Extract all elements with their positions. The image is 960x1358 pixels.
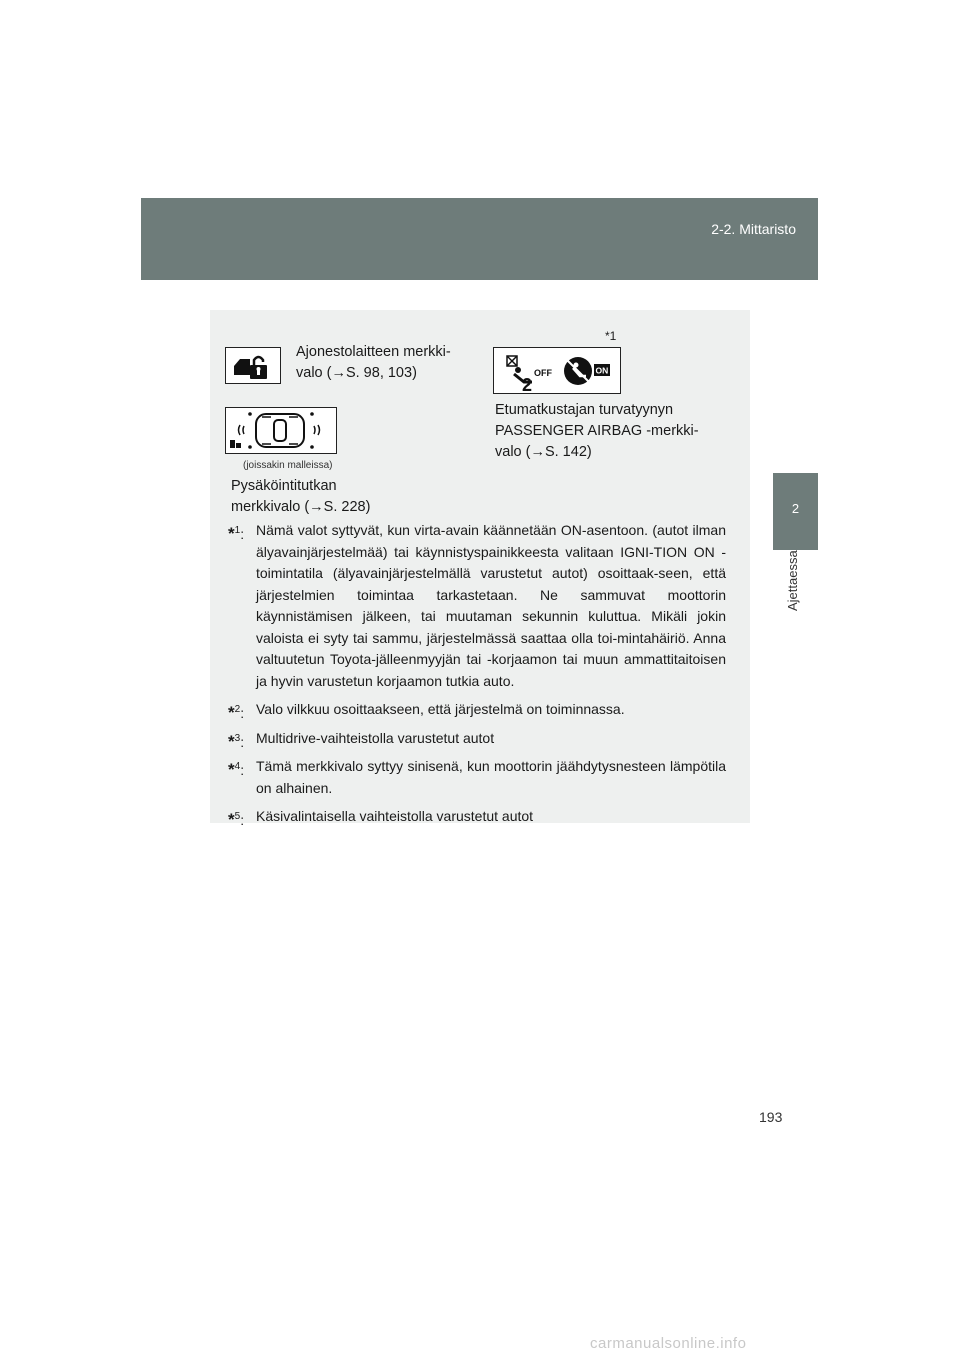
car-lock-icon [226, 348, 280, 383]
footnote-4: *$^4$: Tämä merkkivalo syttyy sinisenä, kun moottorin jäähdytysnesteen lämpötila on alhainen. [228, 758, 726, 796]
airbag-label: Etumatkustajan turvatyynyn PASSENGER AIRBAG -merkki- valo (→S. 142) [495, 402, 699, 460]
airbag-footnote-marker: *1 [605, 329, 617, 343]
watermark: carmanualsonline.info [590, 1335, 747, 1352]
chapter-label: Ajettaessa [785, 550, 800, 611]
indicator-box [210, 310, 750, 829]
page-number: 193 [759, 1109, 783, 1125]
header-band [141, 198, 818, 280]
parking-sensor-note: (joissakin malleissa) [243, 460, 333, 471]
airbag-off-on-icon [494, 348, 620, 393]
immobilizer-label: Ajonestolaitteen merkki- valo (→S. 98, 103) [296, 344, 451, 381]
section-title: 2-2. Mittaristo [711, 221, 796, 237]
chapter-number: 2 [791, 501, 800, 516]
footnote-1: *$^1$: Nämä valot syttyvät, kun virta-avain käännetään ON-asentoon. (autot ilman älyavainjärjestelmää) tai käynnistyspainikkeesta valitaan IGNI-TION ON -toimintatila (älyavainjärjestelmällä varustetut autot) osoittaak-seen, että järjestelmien toimintaa tarkastetaan. Ne sammuvat moottorin käynnistämisen jälkeen, tai muutaman sekunnin kuluttua. Mikäli jokin valoista ei syty tai sammu, järjestelmässä saattaa olla toi-mintahäiriö. Anna valtuutetun Toyota-jälleenmyyjän tai -korjaamon tai muun ammattitaitoisen ja hyvin varustetun korjaamon tutkia auto. [228, 522, 726, 689]
passenger-airbag-indicator-icon [493, 347, 621, 394]
footnotes [228, 520, 726, 835]
parking-radar-icon [226, 408, 336, 453]
parking-sensor-indicator-icon [225, 407, 337, 454]
footnote-2: *$^2$: Valo vilkkuu osoittaakseen, että järjestelmä on toiminnassa. [228, 701, 625, 722]
airbag-off-text: OFF [534, 368, 552, 378]
airbag-on-text: ON [595, 365, 609, 376]
footnote-3: *$^3$: Multidrive-vaihteistolla varustetut autot [228, 729, 495, 751]
immobilizer-indicator-icon [225, 347, 281, 384]
parking-sensor-label: Pysäköintitutkan merkkivalo (→S. 228) [231, 478, 371, 515]
chapter-tab [773, 473, 818, 550]
footnote-5: *$^5$: Käsivalintaisella vaihteistolla varustetut autot [228, 808, 534, 829]
svg-text:2: 2 [522, 375, 533, 393]
